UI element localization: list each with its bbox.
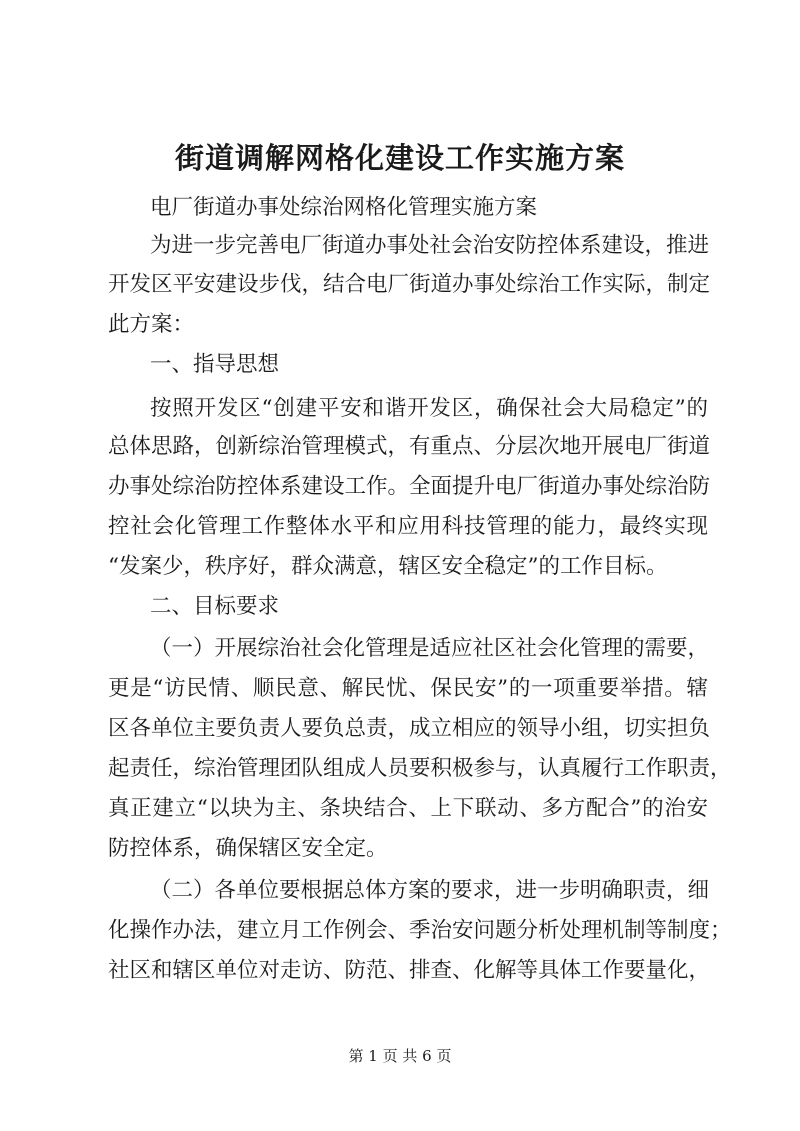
paragraph-line: 防控体系，确保辖区安全定。 (108, 836, 388, 861)
paragraph-line: 办事处综治防控体系建设工作。全面提升电厂街道办事处综治防 (108, 474, 711, 499)
page-number-footer: 第 1 页 共 6 页 (348, 1047, 452, 1065)
subtitle-line: 电厂街道办事处综治网格化管理实施方案 (150, 195, 538, 220)
paragraph-line: 总体思路，创新综治管理模式，有重点、分层次地开展电厂街道 (108, 434, 711, 459)
section-heading: 一、指导思想 (150, 352, 280, 377)
paragraph-line: “发案少，秩序好，群众满意，辖区安全稳定”的工作目标。 (108, 554, 668, 579)
document-title: 街道调解网格化建设工作实施方案 (174, 141, 625, 175)
section-heading: 二、目标要求 (150, 594, 280, 619)
paragraph-line: 起责任，综治管理团队组成人员要积极参与，认真履行工作职责， (108, 756, 732, 781)
paragraph-line: 社区和辖区单位对走访、防范、排查、化解等具体工作要量化， (108, 958, 711, 983)
paragraph-line: 控社会化管理工作整体水平和应用科技管理的能力，最终实现 (108, 514, 708, 539)
paragraph-line: 化操作办法，建立月工作例会、季治安问题分析处理机制等制度； (108, 918, 732, 943)
paragraph-line: 此方案： (108, 312, 195, 337)
paragraph-line: （一）开展综治社会化管理是适应社区社会化管理的需要， (150, 636, 710, 661)
paragraph-line: 区各单位主要负责人要负总责，成立相应的领导小组，切实担负 (108, 716, 711, 741)
paragraph-line: 开发区平安建设步伐，结合电厂街道办事处综治工作实际，制定 (108, 272, 711, 297)
paragraph-line: 更是“访民情、顺民意、解民忧、保民安”的一项重要举措。辖 (108, 676, 708, 701)
paragraph-line: （二）各单位要根据总体方案的要求，进一步明确职责，细 (150, 878, 710, 903)
paragraph-line: 真正建立“以块为主、条块结合、上下联动、多方配合”的治安 (108, 796, 708, 821)
paragraph-line: 为进一步完善电厂街道办事处社会治安防控体系建设，推进 (150, 233, 710, 258)
paragraph-line: 按照开发区“创建平安和谐开发区，确保社会大局稳定”的 (150, 396, 708, 421)
